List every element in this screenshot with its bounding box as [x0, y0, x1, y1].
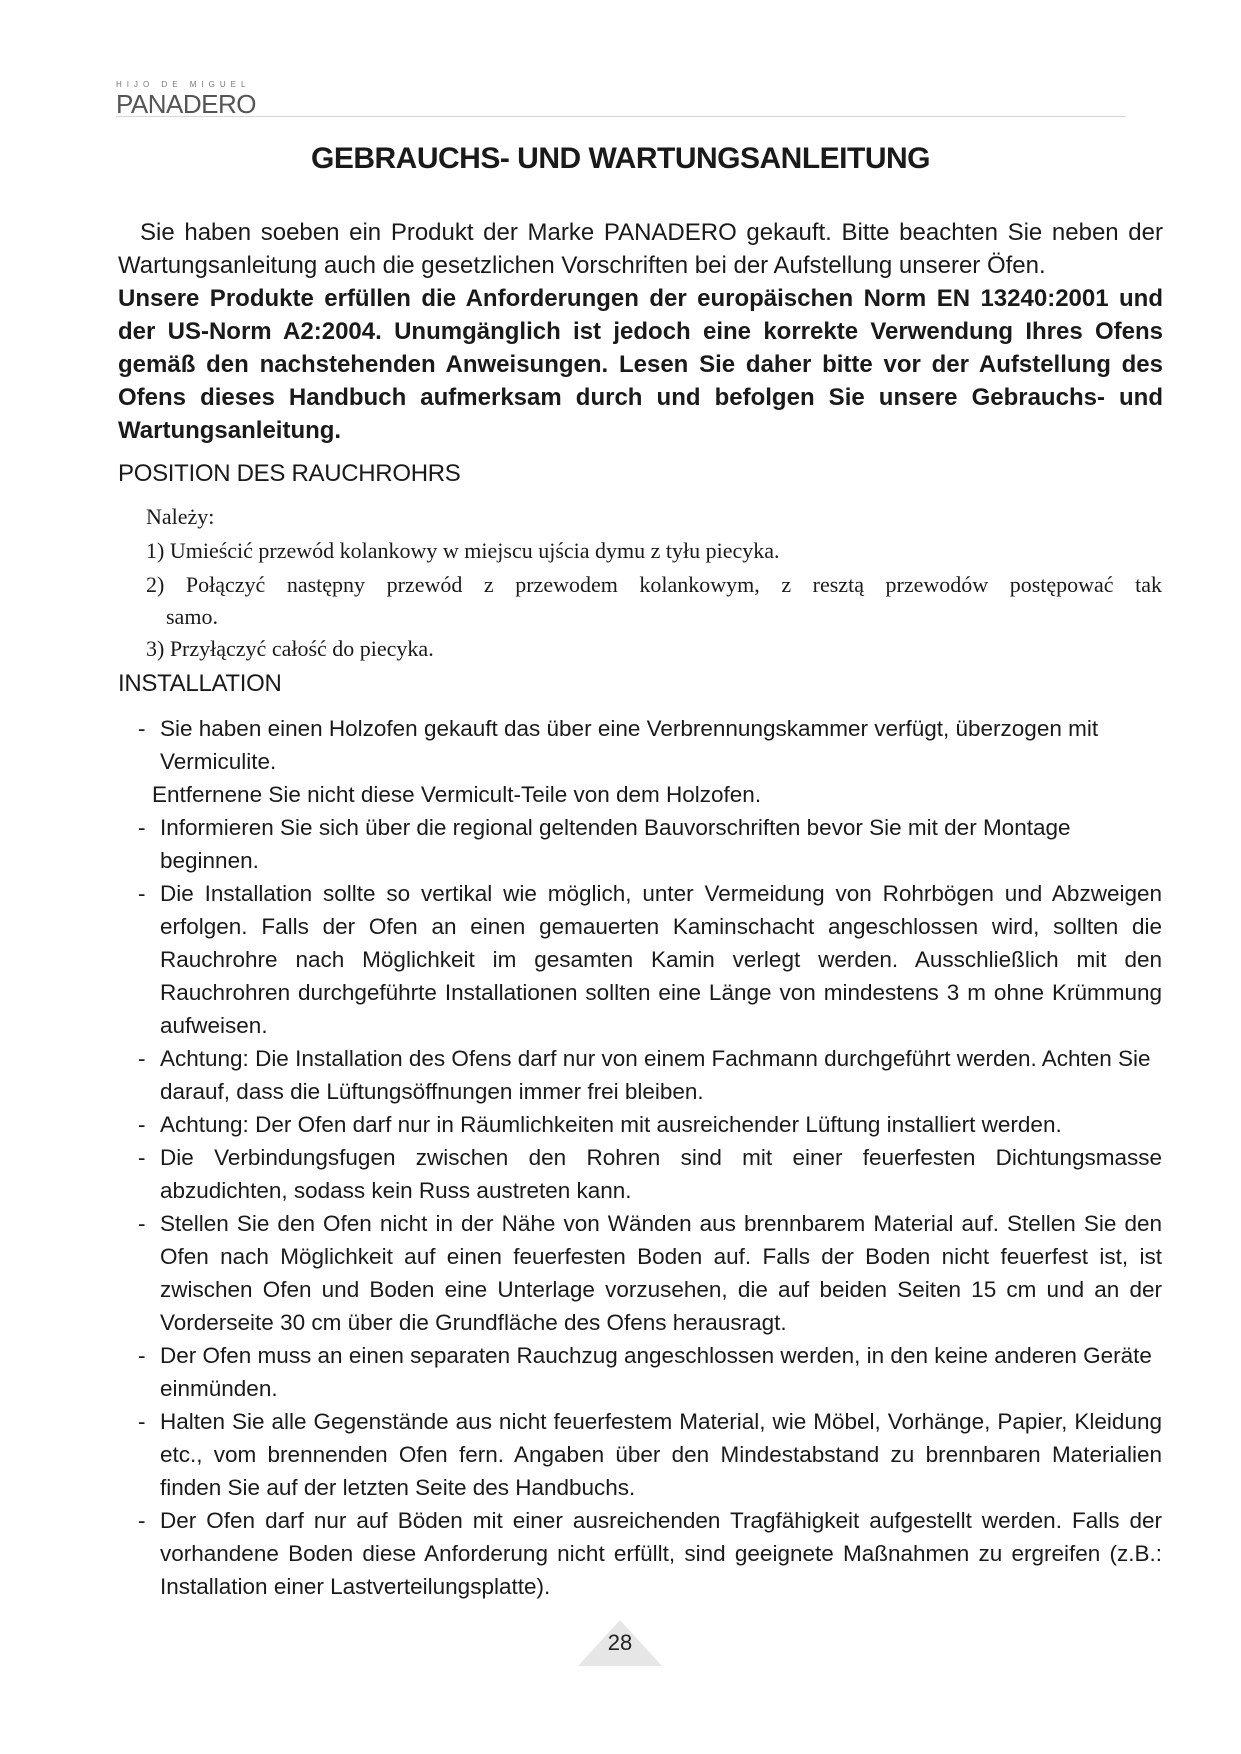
- page-number-text: 28: [607, 1630, 633, 1655]
- step-3: 3) Przyłączyć całość do piecyka.: [146, 636, 434, 661]
- dash-marker: -: [138, 716, 146, 741]
- step-2-continuation: samo.: [166, 604, 218, 629]
- section-heading-smoke-pipe: POSITION DES RAUCHROHRS: [118, 460, 461, 487]
- dash-marker: -: [138, 1508, 146, 1533]
- instructions-intro: Należy:: [146, 504, 215, 529]
- intro-section: [118, 216, 1163, 447]
- intro-paragraph: Sie haben soeben ein Produkt der Marke PANADERO gekauft. Bitte beachten Sie neben der Wartungsanleitung auch die gesetzlichen Vorschriften bei der Aufstellung unserer Öfen.: [118, 219, 1163, 279]
- list-item-note: Entfernene Sie nicht diese Vermicult-Teile von dem Holzofen.: [152, 782, 762, 807]
- list-item: - Stellen Sie den Ofen nicht in der Nähe von Wänden aus brennbarem Material auf. Stellen Sie den Ofen nach Möglichkeit auf einen feuerfesten Boden auf. Falls der Boden nicht feuerfest ist, ist zwischen Ofen und Boden eine Unterlage vorzusehen, die auf beiden Seiten 15 cm und an der Vorderseite 30 cm über die Grundfläche des Ofens herausragt.: [136, 1207, 1162, 1339]
- list-item: - Sie haben einen Holzofen gekauft das über eine Verbrennungskammer verfügt, überzogen mit Vermiculite.: [136, 712, 1162, 778]
- brand-logo: PANADERO: [116, 89, 256, 119]
- step-2: 2) Połączyć następny przewód z przewodem kolankowym, z resztą przewodów postępować tak: [146, 572, 1162, 597]
- page-number: [576, 1618, 664, 1668]
- list-item: - Die Verbindungsfugen zwischen den Rohren sind mit einer feuerfesten Dichtungsmasse abzudichten, sodass kein Russ austreten kann.: [136, 1141, 1162, 1207]
- list-item: - Halten Sie alle Gegenstände aus nicht feuerfestem Material, wie Möbel, Vorhänge, Papier, Kleidung etc., vom brennenden Ofen fern. Angaben über den Mindestabstand zu brennbaren Materialien finden Sie auf der letzten Seite des Handbuchs.: [136, 1405, 1162, 1504]
- page-header: [116, 76, 1126, 117]
- intro-bold-paragraph: Unsere Produkte erfüllen die Anforderungen der europäischen Norm EN 13240:2001 und der US-Norm A2:2004. Unumgänglich ist jedoch eine korrekte Verwendung Ihres Ofens gemäß den nachstehenden Anweisungen. Lesen Sie daher bitte vor der Aufstellung des Ofens dieses Handbuch aufmerksam durch und befolgen Sie unsere Gebrauchs- und Wartungsanleitung.: [118, 285, 1163, 444]
- dash-marker: -: [138, 1046, 146, 1071]
- dash-marker: -: [138, 1145, 146, 1170]
- page-title: GEBRAUCHS- UND WARTUNGSANLEITUNG: [311, 142, 930, 175]
- smoke-pipe-instructions: [146, 500, 1162, 666]
- list-item: - Achtung: Die Installation des Ofens darf nur von einem Fachmann durchgeführt werden. Achten Sie darauf, dass die Lüftungsöffnungen immer frei bleiben.: [136, 1042, 1162, 1108]
- list-item: - Der Ofen muss an einen separaten Rauchzug angeschlossen werden, in den keine anderen Geräte einmünden.: [136, 1339, 1162, 1405]
- list-item: - Informieren Sie sich über die regional geltenden Bauvorschriften bevor Sie mit der Montage beginnen.: [136, 811, 1162, 877]
- dash-marker: -: [138, 1211, 146, 1236]
- list-item: - Der Ofen darf nur auf Böden mit einer ausreichenden Tragfähigkeit aufgestellt werden. Falls der vorhandene Boden diese Anforderung nicht erfüllt, sind geeignete Maßnahmen zu ergreifen (z.B.: Installation einer Lastverteilungsplatte).: [136, 1504, 1162, 1603]
- installation-list: [136, 712, 1162, 1603]
- dash-marker: -: [138, 1409, 146, 1434]
- logo-subtitle: HIJO DE MIGUEL: [116, 80, 251, 89]
- dash-marker: -: [138, 1112, 146, 1137]
- list-item: - Achtung: Der Ofen darf nur in Räumlichkeiten mit ausreichender Lüftung installiert werden.: [136, 1108, 1162, 1141]
- dash-marker: -: [138, 1343, 146, 1368]
- section-heading-installation: INSTALLATION: [118, 670, 282, 697]
- dash-marker: -: [138, 881, 146, 906]
- step-1: 1) Umieścić przewód kolankowy w miejscu ujścia dymu z tyłu piecyka.: [146, 538, 780, 563]
- dash-marker: -: [138, 815, 146, 840]
- list-item: - Die Installation sollte so vertikal wie möglich, unter Vermeidung von Rohrbögen und Abzweigen erfolgen. Falls der Ofen an einen gemauerten Kaminschacht angeschlossen wird, sollten die Rauchrohre nach Möglichkeit im gesamten Kamin verlegt werden. Ausschließlich mit den Rauchrohren durchgeführte Installationen sollten eine Länge von mindestens 3 m ohne Krümmung aufweisen.: [136, 877, 1162, 1042]
